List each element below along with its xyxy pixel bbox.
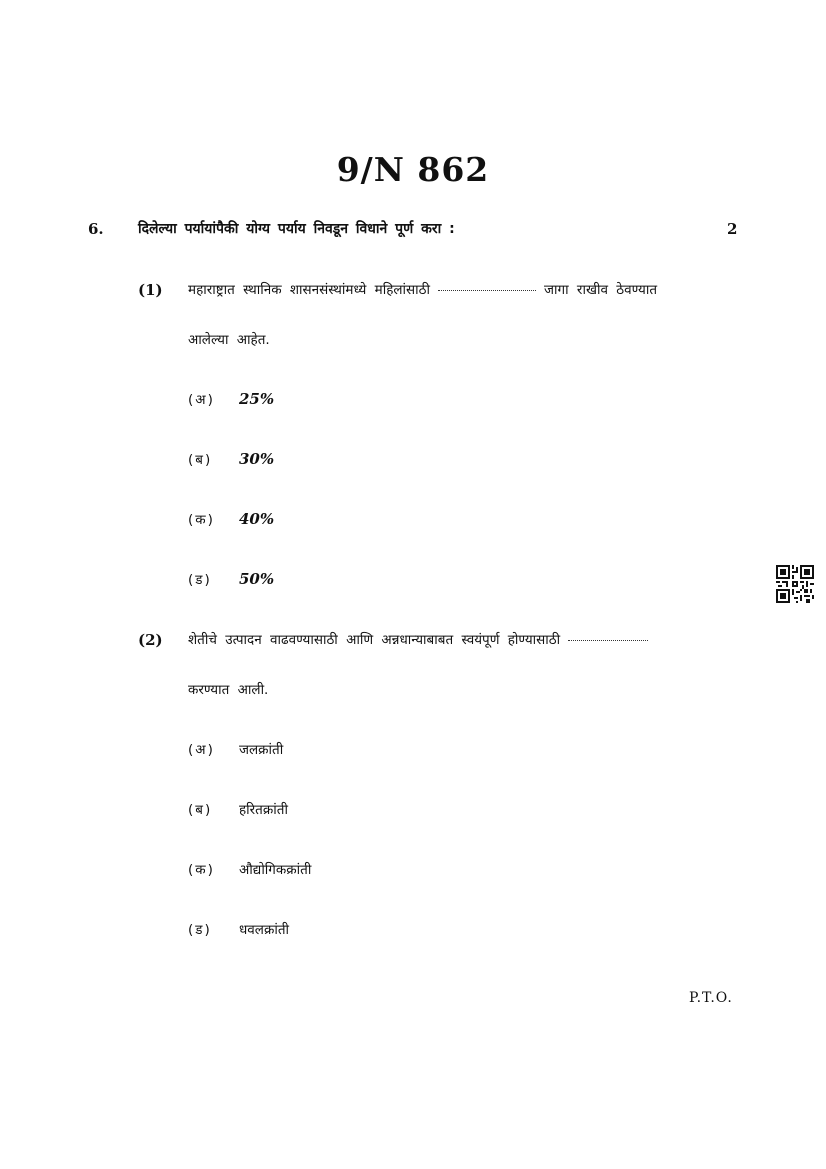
option-2a-value: जलक्रांती <box>239 742 284 758</box>
option-2a-label: (अ) <box>188 742 215 758</box>
question-instruction: दिलेल्या पर्यायांपैकी योग्य पर्याय निवडून विधाने पूर्ण करा : <box>138 221 455 237</box>
option-1b-value: 30% <box>239 450 275 468</box>
qr-code-icon <box>776 565 814 603</box>
sub-question-1-text-before: महाराष्ट्रात स्थानिक शासनसंस्थांमध्ये महिलांसाठी <box>188 282 431 298</box>
option-1d-label: (ड) <box>188 572 212 588</box>
sub-question-1-continuation: आलेल्या आहेत. <box>188 332 270 348</box>
option-2d-label: (ड) <box>188 922 212 938</box>
option-2b-label: (ब) <box>188 802 213 818</box>
option-1a-value: 25% <box>239 390 275 408</box>
option-2c-value: औद्योगिकक्रांती <box>239 862 312 878</box>
fill-blank-2 <box>568 640 648 641</box>
question-marks: 2 <box>727 220 738 238</box>
option-1b-label: (ब) <box>188 452 213 468</box>
sub-question-2-continuation: करण्यात आली. <box>188 682 269 698</box>
option-1c-value: 40% <box>239 510 275 528</box>
option-2c-label: (क) <box>188 862 215 878</box>
sub-question-1-text <box>188 280 657 298</box>
question-number: 6. <box>88 220 104 238</box>
option-1a-label: (अ) <box>188 392 215 408</box>
sub-question-2-text <box>188 630 656 648</box>
option-1d-value: 50% <box>239 570 275 588</box>
sub-question-1-text-after: जागा राखीव ठेवण्यात <box>544 282 658 298</box>
option-1c-label: (क) <box>188 512 215 528</box>
fill-blank-1 <box>438 290 536 291</box>
option-2d-value: धवलक्रांती <box>239 922 290 938</box>
pto-label: P.T.O. <box>689 990 733 1006</box>
paper-code: 9/N 862 <box>336 150 490 189</box>
sub-question-2-number: (2) <box>138 631 163 649</box>
sub-question-1-number: (1) <box>138 281 163 299</box>
sub-question-2-text-before: शेतीचे उत्पादन वाढवण्यासाठी आणि अन्नधान्याबाबत स्वयंपूर्ण होण्यासाठी <box>188 632 561 648</box>
option-2b-value: हरितक्रांती <box>239 802 288 818</box>
